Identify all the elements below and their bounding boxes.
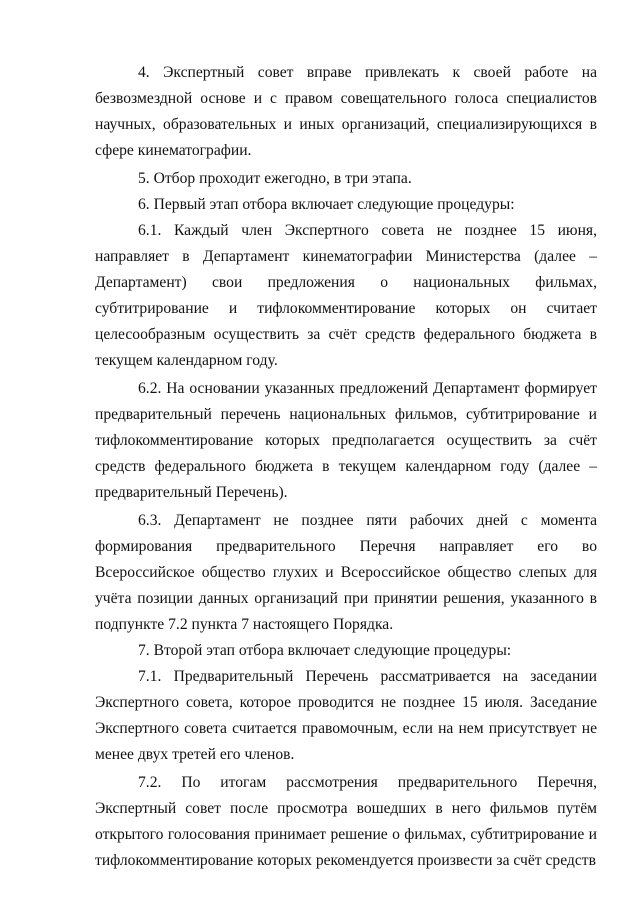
paragraph-7: 7. Второй этап отбора включает следующие процедуры: bbox=[138, 642, 512, 659]
paragraph-7-2: 7.2. По итогам рассмотрения предварительного Перечня, Экспертный совет после просмотра вошедших в него фильмов путём открытого голосования принимает решение о фильмах, субтитрирование и тифлокомментирование которых рекомендуется произвести за счёт средств bbox=[95, 774, 597, 869]
paragraph-6: 6. Первый этап отбора включает следующие процедуры: bbox=[138, 196, 515, 213]
paragraph-6-2: 6.2. На основании указанных предложений Департамент формирует предварительный перечень национальных фильмов, субтитрирование и тифлокомментирование которых предполагается осуществить за счёт средств федерального бюджета в текущем календарном году (далее – предварительный Перечень). bbox=[95, 380, 597, 501]
paragraph-5: 5. Отбор проходит ежегодно, в три этапа. bbox=[138, 170, 412, 187]
paragraph-6-1: 6.1. Каждый член Экспертного совета не позднее 15 июня, направляет в Департамент кинематографии Министерства (далее – Департамент) свои предложения о национальных фильмах, субтитрирование и тифлокомментирование которых он считает целесообразным осуществить за счёт средств федерального бюджета в текущем календарном году. bbox=[95, 222, 597, 369]
paragraph-7-1: 7.1. Предварительный Перечень рассматривается на заседании Экспертного совета, которое проводится не позднее 15 июля. Заседание Экспертного совета считается правомочным, если на нем присутствует не менее двух третей его членов. bbox=[95, 668, 597, 763]
paragraph-4: 4. Экспертный совет вправе привлекать к своей работе на безвозмездной основе и с правом совещательного голоса специалистов научных, образовательных и иных организаций, специализирующихся в сфере кинематографии. bbox=[95, 64, 597, 159]
document-body bbox=[95, 60, 597, 874]
paragraph-6-3: 6.3. Департамент не позднее пяти рабочих дней с момента формирования предварительного Перечня направляет его во Всероссийское общество глухих и Всероссийское общество слепых для учёта позиции данных организаций при принятии решения, указанного в подпункте 7.2 пункта 7 настоящего Порядка. bbox=[95, 512, 597, 633]
